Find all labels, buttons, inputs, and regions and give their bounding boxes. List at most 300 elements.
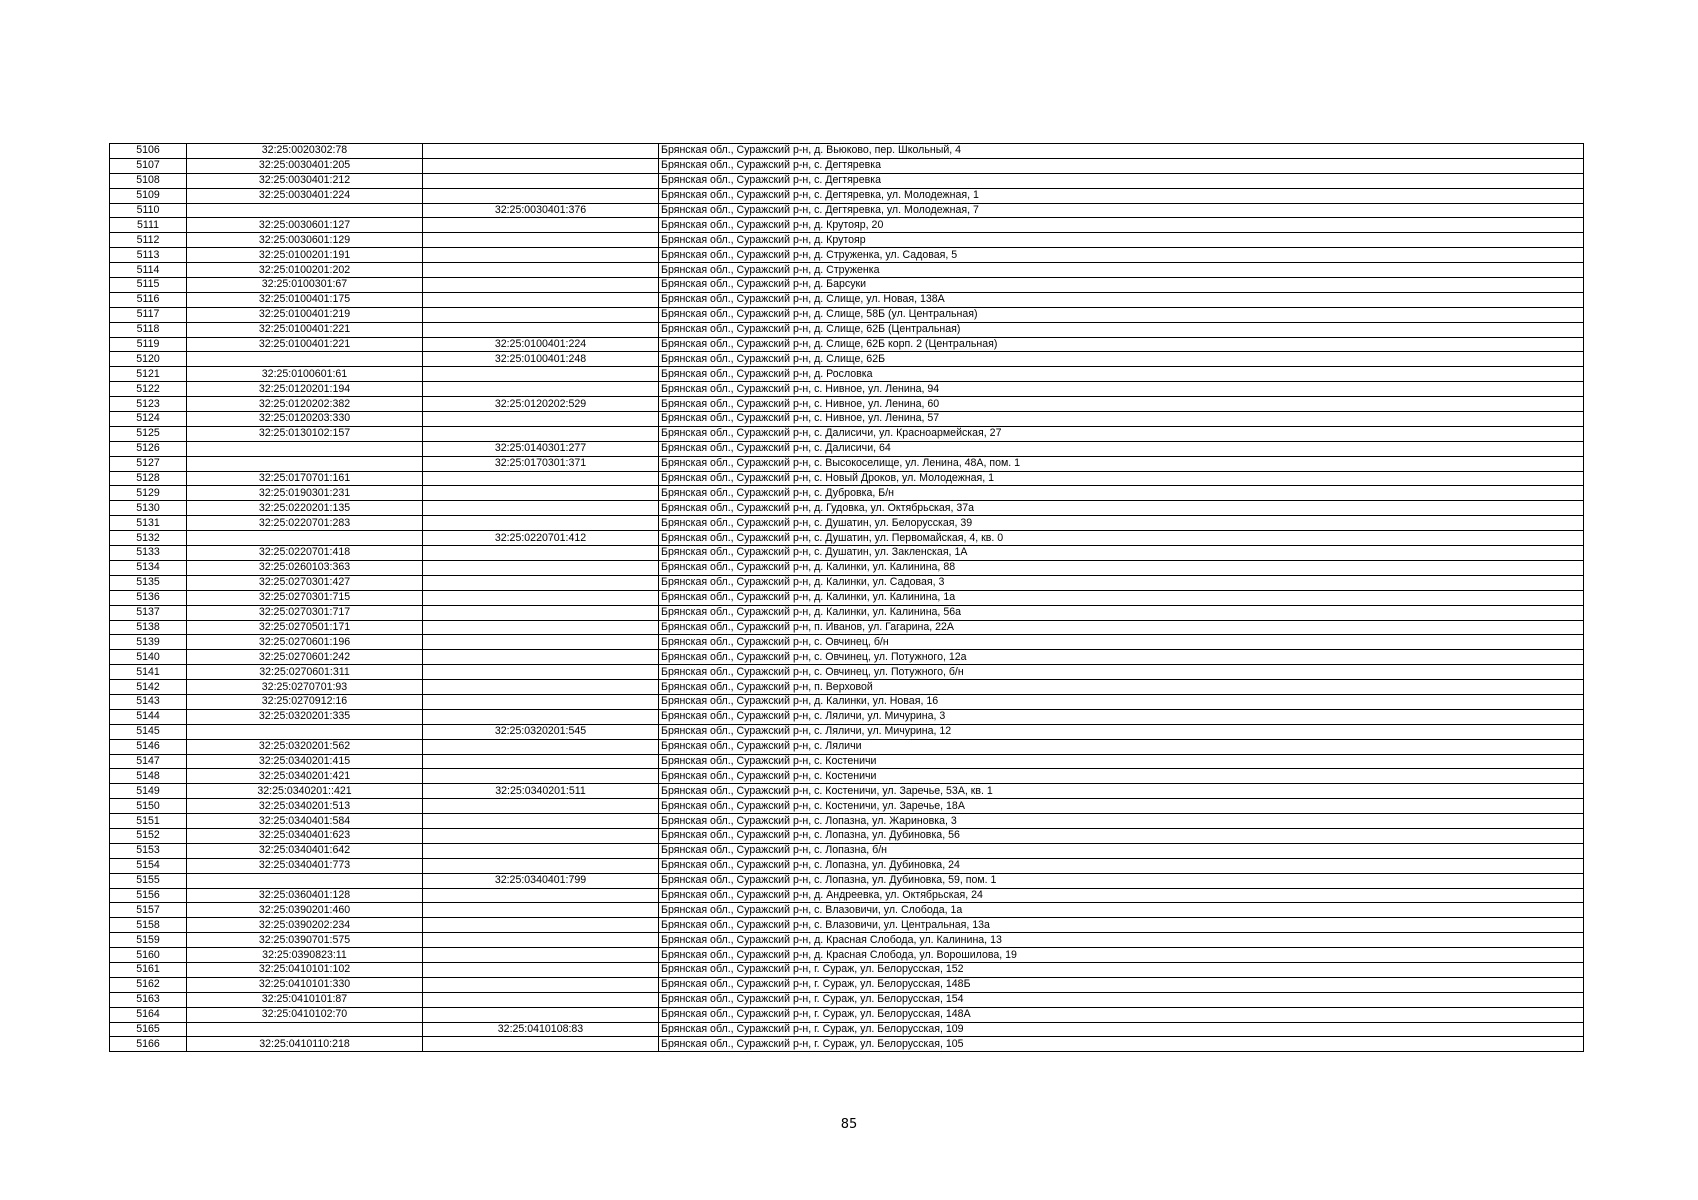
row-number-cell: 5117 bbox=[110, 307, 187, 322]
address-cell: Брянская обл., Суражский р-н, г. Сураж, ул. Белорусская, 148А bbox=[659, 1007, 1584, 1022]
address-cell: Брянская обл., Суражский р-н, д. Слище, ул. Новая, 138А bbox=[659, 292, 1584, 307]
cadastral-number-cell: 32:25:0410110:218 bbox=[187, 1037, 423, 1052]
cadastral-number-cell: 32:25:0190301:231 bbox=[187, 486, 423, 501]
row-number-cell: 5121 bbox=[110, 367, 187, 382]
address-cell: Брянская обл., Суражский р-н, с. Лопазна, б/н bbox=[659, 843, 1584, 858]
secondary-cadastral-number-cell: 32:25:0030401:376 bbox=[423, 203, 659, 218]
cadastral-number-cell: 32:25:0120201:194 bbox=[187, 382, 423, 397]
secondary-cadastral-number-cell bbox=[423, 650, 659, 665]
cadastral-number-cell bbox=[187, 531, 423, 546]
address-cell: Брянская обл., Суражский р-н, с. Нивное, ул. Ленина, 57 bbox=[659, 412, 1584, 427]
table-row bbox=[110, 158, 1584, 173]
row-number-cell: 5158 bbox=[110, 918, 187, 933]
cadastral-number-cell: 32:25:0410101:102 bbox=[187, 962, 423, 977]
secondary-cadastral-number-cell: 32:25:0100401:224 bbox=[423, 337, 659, 352]
address-cell: Брянская обл., Суражский р-н, с. Дегтяревка, ул. Молодежная, 1 bbox=[659, 188, 1584, 203]
table-row bbox=[110, 516, 1584, 531]
secondary-cadastral-number-cell bbox=[423, 307, 659, 322]
secondary-cadastral-number-cell bbox=[423, 188, 659, 203]
address-cell: Брянская обл., Суражский р-н, г. Сураж, ул. Белорусская, 154 bbox=[659, 992, 1584, 1007]
table-row bbox=[110, 203, 1584, 218]
row-number-cell: 5143 bbox=[110, 694, 187, 709]
row-number-cell: 5146 bbox=[110, 739, 187, 754]
secondary-cadastral-number-cell bbox=[423, 858, 659, 873]
secondary-cadastral-number-cell bbox=[423, 843, 659, 858]
address-cell: Брянская обл., Суражский р-н, с. Овчинец, ул. Потужного, 12а bbox=[659, 650, 1584, 665]
cadastral-number-cell: 32:25:0360401:128 bbox=[187, 888, 423, 903]
address-cell: Брянская обл., Суражский р-н, г. Сураж, ул. Белорусская, 105 bbox=[659, 1037, 1584, 1052]
row-number-cell: 5138 bbox=[110, 620, 187, 635]
table-row bbox=[110, 218, 1584, 233]
address-cell: Брянская обл., Суражский р-н, с. Костеничи, ул. Заречье, 18А bbox=[659, 799, 1584, 814]
table-row bbox=[110, 992, 1584, 1007]
row-number-cell: 5127 bbox=[110, 456, 187, 471]
row-number-cell: 5118 bbox=[110, 322, 187, 337]
cadastral-number-cell: 32:25:0030601:129 bbox=[187, 233, 423, 248]
table-row bbox=[110, 784, 1584, 799]
row-number-cell: 5116 bbox=[110, 292, 187, 307]
secondary-cadastral-number-cell bbox=[423, 992, 659, 1007]
cadastral-number-cell: 32:25:0100301:67 bbox=[187, 278, 423, 293]
address-cell: Брянская обл., Суражский р-н, с. Душатин, ул. Первомайская, 4, кв. 0 bbox=[659, 531, 1584, 546]
row-number-cell: 5151 bbox=[110, 814, 187, 829]
address-cell: Брянская обл., Суражский р-н, с. Далисичи, ул. Красноармейская, 27 bbox=[659, 426, 1584, 441]
cadastral-number-cell: 32:25:0340201:415 bbox=[187, 754, 423, 769]
address-cell: Брянская обл., Суражский р-н, д. Барсуки bbox=[659, 278, 1584, 293]
row-number-cell: 5133 bbox=[110, 546, 187, 561]
address-cell: Брянская обл., Суражский р-н, с. Ляличи bbox=[659, 739, 1584, 754]
cadastral-number-cell: 32:25:0320201:562 bbox=[187, 739, 423, 754]
table-row bbox=[110, 977, 1584, 992]
row-number-cell: 5131 bbox=[110, 516, 187, 531]
secondary-cadastral-number-cell bbox=[423, 739, 659, 754]
table-row bbox=[110, 173, 1584, 188]
address-cell: Брянская обл., Суражский р-н, с. Костеничи bbox=[659, 754, 1584, 769]
cadastral-number-cell: 32:25:0410101:87 bbox=[187, 992, 423, 1007]
address-cell: Брянская обл., Суражский р-н, п. Иванов, ул. Гагарина, 22А bbox=[659, 620, 1584, 635]
row-number-cell: 5134 bbox=[110, 560, 187, 575]
secondary-cadastral-number-cell bbox=[423, 248, 659, 263]
cadastral-number-cell: 32:25:0100201:202 bbox=[187, 263, 423, 278]
cadastral-number-cell: 32:25:0390823:11 bbox=[187, 948, 423, 963]
cadastral-number-cell: 32:25:0220201:135 bbox=[187, 501, 423, 516]
table-row bbox=[110, 352, 1584, 367]
secondary-cadastral-number-cell bbox=[423, 888, 659, 903]
cadastral-number-cell: 32:25:0270301:717 bbox=[187, 605, 423, 620]
row-number-cell: 5125 bbox=[110, 426, 187, 441]
row-number-cell: 5148 bbox=[110, 769, 187, 784]
address-cell: Брянская обл., Суражский р-н, с. Далисичи, 64 bbox=[659, 441, 1584, 456]
cadastral-number-cell: 32:25:0340401:773 bbox=[187, 858, 423, 873]
table-row bbox=[110, 560, 1584, 575]
row-number-cell: 5152 bbox=[110, 828, 187, 843]
address-cell: Брянская обл., Суражский р-н, д. Слище, 62Б bbox=[659, 352, 1584, 367]
table-row bbox=[110, 441, 1584, 456]
secondary-cadastral-number-cell bbox=[423, 933, 659, 948]
row-number-cell: 5141 bbox=[110, 665, 187, 680]
secondary-cadastral-number-cell: 32:25:0340201:511 bbox=[423, 784, 659, 799]
address-cell: Брянская обл., Суражский р-н, с. Влазовичи, ул. Центральная, 13а bbox=[659, 918, 1584, 933]
table-row bbox=[110, 367, 1584, 382]
cadastral-number-cell bbox=[187, 456, 423, 471]
secondary-cadastral-number-cell bbox=[423, 426, 659, 441]
secondary-cadastral-number-cell bbox=[423, 918, 659, 933]
table-row bbox=[110, 292, 1584, 307]
address-cell: Брянская обл., Суражский р-н, д. Вьюково, пер. Школьный, 4 bbox=[659, 144, 1584, 159]
row-number-cell: 5120 bbox=[110, 352, 187, 367]
address-cell: Брянская обл., Суражский р-н, д. Калинки, ул. Новая, 16 bbox=[659, 694, 1584, 709]
secondary-cadastral-number-cell bbox=[423, 680, 659, 695]
cadastral-number-cell: 32:25:0340401:584 bbox=[187, 814, 423, 829]
secondary-cadastral-number-cell bbox=[423, 233, 659, 248]
row-number-cell: 5153 bbox=[110, 843, 187, 858]
row-number-cell: 5163 bbox=[110, 992, 187, 1007]
table-row bbox=[110, 382, 1584, 397]
address-cell: Брянская обл., Суражский р-н, с. Дегтяревка, ул. Молодежная, 7 bbox=[659, 203, 1584, 218]
address-cell: Брянская обл., Суражский р-н, с. Высокоселище, ул. Ленина, 48А, пом. 1 bbox=[659, 456, 1584, 471]
table-row bbox=[110, 635, 1584, 650]
row-number-cell: 5130 bbox=[110, 501, 187, 516]
secondary-cadastral-number-cell bbox=[423, 546, 659, 561]
address-cell: Брянская обл., Суражский р-н, с. Лопазна, ул. Дубиновка, 24 bbox=[659, 858, 1584, 873]
secondary-cadastral-number-cell bbox=[423, 665, 659, 680]
cadastral-number-cell: 32:25:0260103:363 bbox=[187, 560, 423, 575]
secondary-cadastral-number-cell bbox=[423, 367, 659, 382]
table-row bbox=[110, 962, 1584, 977]
address-cell: Брянская обл., Суражский р-н, д. Слище, 58Б (ул. Центральная) bbox=[659, 307, 1584, 322]
row-number-cell: 5129 bbox=[110, 486, 187, 501]
table-row bbox=[110, 412, 1584, 427]
cadastral-number-cell: 32:25:0100401:219 bbox=[187, 307, 423, 322]
cadastral-number-cell: 32:25:0220701:418 bbox=[187, 546, 423, 561]
row-number-cell: 5124 bbox=[110, 412, 187, 427]
table-row bbox=[110, 828, 1584, 843]
secondary-cadastral-number-cell bbox=[423, 292, 659, 307]
cadastral-number-cell: 32:25:0340401:623 bbox=[187, 828, 423, 843]
row-number-cell: 5156 bbox=[110, 888, 187, 903]
table-row bbox=[110, 248, 1584, 263]
cadastral-number-cell: 32:25:0100401:221 bbox=[187, 322, 423, 337]
secondary-cadastral-number-cell bbox=[423, 501, 659, 516]
address-cell: Брянская обл., Суражский р-н, г. Сураж, ул. Белорусская, 148Б bbox=[659, 977, 1584, 992]
secondary-cadastral-number-cell bbox=[423, 560, 659, 575]
address-cell: Брянская обл., Суражский р-н, д. Калинки, ул. Садовая, 3 bbox=[659, 575, 1584, 590]
address-cell: Брянская обл., Суражский р-н, с. Душатин, ул. Закленская, 1А bbox=[659, 546, 1584, 561]
secondary-cadastral-number-cell bbox=[423, 218, 659, 233]
cadastral-number-cell bbox=[187, 203, 423, 218]
address-cell: Брянская обл., Суражский р-н, д. Слище, 62Б (Центральная) bbox=[659, 322, 1584, 337]
cadastral-number-cell: 32:25:0270601:196 bbox=[187, 635, 423, 650]
table-row bbox=[110, 278, 1584, 293]
address-cell: Брянская обл., Суражский р-н, д. Слище, 62Б корп. 2 (Центральная) bbox=[659, 337, 1584, 352]
row-number-cell: 5157 bbox=[110, 903, 187, 918]
address-cell: Брянская обл., Суражский р-н, д. Калинки, ул. Калинина, 56а bbox=[659, 605, 1584, 620]
row-number-cell: 5136 bbox=[110, 590, 187, 605]
row-number-cell: 5147 bbox=[110, 754, 187, 769]
cadastral-number-cell: 32:25:0030401:205 bbox=[187, 158, 423, 173]
row-number-cell: 5149 bbox=[110, 784, 187, 799]
secondary-cadastral-number-cell bbox=[423, 575, 659, 590]
cadastral-number-cell bbox=[187, 873, 423, 888]
address-cell: Брянская обл., Суражский р-н, с. Костеничи bbox=[659, 769, 1584, 784]
table-row bbox=[110, 263, 1584, 278]
address-cell: Брянская обл., Суражский р-н, д. Струженка bbox=[659, 263, 1584, 278]
address-cell: Брянская обл., Суражский р-н, п. Верховой bbox=[659, 680, 1584, 695]
table-row bbox=[110, 903, 1584, 918]
row-number-cell: 5112 bbox=[110, 233, 187, 248]
cadastral-number-cell: 32:25:0270601:311 bbox=[187, 665, 423, 680]
address-cell: Брянская обл., Суражский р-н, с. Дегтяревка bbox=[659, 158, 1584, 173]
cadastral-number-cell: 32:25:0390202:234 bbox=[187, 918, 423, 933]
row-number-cell: 5123 bbox=[110, 397, 187, 412]
address-cell: Брянская обл., Суражский р-н, г. Сураж, ул. Белорусская, 152 bbox=[659, 962, 1584, 977]
cadastral-number-cell: 32:25:0270301:715 bbox=[187, 590, 423, 605]
secondary-cadastral-number-cell bbox=[423, 412, 659, 427]
row-number-cell: 5164 bbox=[110, 1007, 187, 1022]
address-cell: Брянская обл., Суражский р-н, д. Крутояр, 20 bbox=[659, 218, 1584, 233]
table-row bbox=[110, 858, 1584, 873]
table-row bbox=[110, 620, 1584, 635]
secondary-cadastral-number-cell: 32:25:0140301:277 bbox=[423, 441, 659, 456]
row-number-cell: 5128 bbox=[110, 471, 187, 486]
address-cell: Брянская обл., Суражский р-н, д. Красная Слобода, ул. Калинина, 13 bbox=[659, 933, 1584, 948]
table-row bbox=[110, 233, 1584, 248]
row-number-cell: 5150 bbox=[110, 799, 187, 814]
secondary-cadastral-number-cell bbox=[423, 828, 659, 843]
row-number-cell: 5126 bbox=[110, 441, 187, 456]
table-row bbox=[110, 590, 1584, 605]
address-cell: Брянская обл., Суражский р-н, с. Новый Дроков, ул. Молодежная, 1 bbox=[659, 471, 1584, 486]
secondary-cadastral-number-cell bbox=[423, 903, 659, 918]
table-row bbox=[110, 307, 1584, 322]
secondary-cadastral-number-cell bbox=[423, 620, 659, 635]
secondary-cadastral-number-cell: 32:25:0100401:248 bbox=[423, 352, 659, 367]
table-row bbox=[110, 873, 1584, 888]
table-row bbox=[110, 799, 1584, 814]
row-number-cell: 5161 bbox=[110, 962, 187, 977]
row-number-cell: 5115 bbox=[110, 278, 187, 293]
secondary-cadastral-number-cell: 32:25:0410108:83 bbox=[423, 1022, 659, 1037]
row-number-cell: 5107 bbox=[110, 158, 187, 173]
secondary-cadastral-number-cell bbox=[423, 694, 659, 709]
table-row bbox=[110, 546, 1584, 561]
table-row bbox=[110, 724, 1584, 739]
secondary-cadastral-number-cell: 32:25:0220701:412 bbox=[423, 531, 659, 546]
table-row bbox=[110, 694, 1584, 709]
cadastral-number-cell: 32:25:0340201::421 bbox=[187, 784, 423, 799]
table-row bbox=[110, 888, 1584, 903]
secondary-cadastral-number-cell bbox=[423, 754, 659, 769]
cadastral-number-cell bbox=[187, 441, 423, 456]
secondary-cadastral-number-cell bbox=[423, 158, 659, 173]
row-number-cell: 5145 bbox=[110, 724, 187, 739]
secondary-cadastral-number-cell bbox=[423, 173, 659, 188]
table-row bbox=[110, 680, 1584, 695]
cadastral-number-cell: 32:25:0270301:427 bbox=[187, 575, 423, 590]
table-row bbox=[110, 605, 1584, 620]
secondary-cadastral-number-cell bbox=[423, 709, 659, 724]
row-number-cell: 5139 bbox=[110, 635, 187, 650]
row-number-cell: 5155 bbox=[110, 873, 187, 888]
address-cell: Брянская обл., Суражский р-н, с. Овчинец, б/н bbox=[659, 635, 1584, 650]
row-number-cell: 5144 bbox=[110, 709, 187, 724]
table-row bbox=[110, 1022, 1584, 1037]
row-number-cell: 5165 bbox=[110, 1022, 187, 1037]
cadastral-number-cell: 32:25:0100401:221 bbox=[187, 337, 423, 352]
address-cell: Брянская обл., Суражский р-н, с. Душатин, ул. Белорусская, 39 bbox=[659, 516, 1584, 531]
row-number-cell: 5113 bbox=[110, 248, 187, 263]
secondary-cadastral-number-cell bbox=[423, 635, 659, 650]
cadastral-number-cell: 32:25:0100401:175 bbox=[187, 292, 423, 307]
row-number-cell: 5114 bbox=[110, 263, 187, 278]
address-cell: Брянская обл., Суражский р-н, д. Андреевка, ул. Октябрьская, 24 bbox=[659, 888, 1584, 903]
row-number-cell: 5119 bbox=[110, 337, 187, 352]
secondary-cadastral-number-cell bbox=[423, 144, 659, 159]
secondary-cadastral-number-cell bbox=[423, 962, 659, 977]
table-row bbox=[110, 426, 1584, 441]
secondary-cadastral-number-cell: 32:25:0120202:529 bbox=[423, 397, 659, 412]
table-row bbox=[110, 948, 1584, 963]
table-row bbox=[110, 1037, 1584, 1052]
row-number-cell: 5111 bbox=[110, 218, 187, 233]
secondary-cadastral-number-cell bbox=[423, 516, 659, 531]
cadastral-number-cell: 32:25:0390701:575 bbox=[187, 933, 423, 948]
secondary-cadastral-number-cell bbox=[423, 769, 659, 784]
cadastral-number-cell: 32:25:0220701:283 bbox=[187, 516, 423, 531]
secondary-cadastral-number-cell bbox=[423, 278, 659, 293]
table-row bbox=[110, 650, 1584, 665]
address-cell: Брянская обл., Суражский р-н, с. Костеничи, ул. Заречье, 53А, кв. 1 bbox=[659, 784, 1584, 799]
row-number-cell: 5160 bbox=[110, 948, 187, 963]
cadastral-number-cell: 32:25:0120202:382 bbox=[187, 397, 423, 412]
table-row bbox=[110, 337, 1584, 352]
row-number-cell: 5162 bbox=[110, 977, 187, 992]
secondary-cadastral-number-cell bbox=[423, 590, 659, 605]
address-cell: Брянская обл., Суражский р-н, д. Калинки, ул. Калинина, 88 bbox=[659, 560, 1584, 575]
cadastral-number-cell: 32:25:0340201:421 bbox=[187, 769, 423, 784]
row-number-cell: 5140 bbox=[110, 650, 187, 665]
address-cell: Брянская обл., Суражский р-н, с. Овчинец, ул. Потужного, б/н bbox=[659, 665, 1584, 680]
row-number-cell: 5109 bbox=[110, 188, 187, 203]
cadastral-number-cell bbox=[187, 724, 423, 739]
address-cell: Брянская обл., Суражский р-н, г. Сураж, ул. Белорусская, 109 bbox=[659, 1022, 1584, 1037]
secondary-cadastral-number-cell: 32:25:0320201:545 bbox=[423, 724, 659, 739]
table-row bbox=[110, 769, 1584, 784]
registry-table bbox=[109, 143, 1584, 1052]
cadastral-number-cell: 32:25:0270601:242 bbox=[187, 650, 423, 665]
row-number-cell: 5135 bbox=[110, 575, 187, 590]
address-cell: Брянская обл., Суражский р-н, д. Рословка bbox=[659, 367, 1584, 382]
row-number-cell: 5132 bbox=[110, 531, 187, 546]
row-number-cell: 5159 bbox=[110, 933, 187, 948]
cadastral-number-cell bbox=[187, 1022, 423, 1037]
table-row bbox=[110, 456, 1584, 471]
address-cell: Брянская обл., Суражский р-н, с. Лопазна, ул. Дубиновка, 56 bbox=[659, 828, 1584, 843]
address-cell: Брянская обл., Суражский р-н, д. Калинки, ул. Калинина, 1а bbox=[659, 590, 1584, 605]
address-cell: Брянская обл., Суражский р-н, с. Влазовичи, ул. Слобода, 1а bbox=[659, 903, 1584, 918]
row-number-cell: 5110 bbox=[110, 203, 187, 218]
address-cell: Брянская обл., Суражский р-н, с. Нивное, ул. Ленина, 94 bbox=[659, 382, 1584, 397]
table-row bbox=[110, 575, 1584, 590]
table-row bbox=[110, 843, 1584, 858]
secondary-cadastral-number-cell: 32:25:0340401:799 bbox=[423, 873, 659, 888]
secondary-cadastral-number-cell bbox=[423, 1037, 659, 1052]
table-row bbox=[110, 1007, 1584, 1022]
cadastral-number-cell: 32:25:0100201:191 bbox=[187, 248, 423, 263]
row-number-cell: 5142 bbox=[110, 680, 187, 695]
cadastral-number-cell: 32:25:0020302:78 bbox=[187, 144, 423, 159]
table-row bbox=[110, 501, 1584, 516]
address-cell: Брянская обл., Суражский р-н, д. Крутояр bbox=[659, 233, 1584, 248]
table-row bbox=[110, 144, 1584, 159]
address-cell: Брянская обл., Суражский р-н, с. Дегтяревка bbox=[659, 173, 1584, 188]
registry-table-body bbox=[110, 144, 1584, 1052]
address-cell: Брянская обл., Суражский р-н, с. Лопазна, ул. Дубиновка, 59, пом. 1 bbox=[659, 873, 1584, 888]
cadastral-number-cell: 32:25:0340201:513 bbox=[187, 799, 423, 814]
table-row bbox=[110, 933, 1584, 948]
cadastral-number-cell: 32:25:0320201:335 bbox=[187, 709, 423, 724]
table-row bbox=[110, 709, 1584, 724]
secondary-cadastral-number-cell bbox=[423, 814, 659, 829]
secondary-cadastral-number-cell: 32:25:0170301:371 bbox=[423, 456, 659, 471]
cadastral-number-cell: 32:25:0030401:224 bbox=[187, 188, 423, 203]
table-row bbox=[110, 739, 1584, 754]
table-row bbox=[110, 918, 1584, 933]
row-number-cell: 5122 bbox=[110, 382, 187, 397]
row-number-cell: 5108 bbox=[110, 173, 187, 188]
cadastral-number-cell: 32:25:0130102:157 bbox=[187, 426, 423, 441]
secondary-cadastral-number-cell bbox=[423, 382, 659, 397]
cadastral-number-cell bbox=[187, 352, 423, 367]
page-number: 85 bbox=[840, 1117, 858, 1132]
table-row bbox=[110, 814, 1584, 829]
secondary-cadastral-number-cell bbox=[423, 471, 659, 486]
table-row bbox=[110, 471, 1584, 486]
address-cell: Брянская обл., Суражский р-н, с. Нивное, ул. Ленина, 60 bbox=[659, 397, 1584, 412]
address-cell: Брянская обл., Суражский р-н, с. Ляличи, ул. Мичурина, 3 bbox=[659, 709, 1584, 724]
cadastral-number-cell: 32:25:0410101:330 bbox=[187, 977, 423, 992]
table-row bbox=[110, 322, 1584, 337]
table-row bbox=[110, 486, 1584, 501]
cadastral-number-cell: 32:25:0170701:161 bbox=[187, 471, 423, 486]
cadastral-number-cell: 32:25:0340401:642 bbox=[187, 843, 423, 858]
row-number-cell: 5154 bbox=[110, 858, 187, 873]
secondary-cadastral-number-cell bbox=[423, 977, 659, 992]
secondary-cadastral-number-cell bbox=[423, 263, 659, 278]
secondary-cadastral-number-cell bbox=[423, 1007, 659, 1022]
secondary-cadastral-number-cell bbox=[423, 948, 659, 963]
cadastral-number-cell: 32:25:0270501:171 bbox=[187, 620, 423, 635]
row-number-cell: 5106 bbox=[110, 144, 187, 159]
address-cell: Брянская обл., Суражский р-н, с. Дубровка, Б/н bbox=[659, 486, 1584, 501]
table-row bbox=[110, 188, 1584, 203]
row-number-cell: 5166 bbox=[110, 1037, 187, 1052]
row-number-cell: 5137 bbox=[110, 605, 187, 620]
table-row bbox=[110, 531, 1584, 546]
address-cell: Брянская обл., Суражский р-н, д. Красная Слобода, ул. Ворошилова, 19 bbox=[659, 948, 1584, 963]
secondary-cadastral-number-cell bbox=[423, 486, 659, 501]
address-cell: Брянская обл., Суражский р-н, с. Лопазна, ул. Жариновка, 3 bbox=[659, 814, 1584, 829]
cadastral-number-cell: 32:25:0120203:330 bbox=[187, 412, 423, 427]
table-row bbox=[110, 665, 1584, 680]
cadastral-number-cell: 32:25:0270701:93 bbox=[187, 680, 423, 695]
cadastral-number-cell: 32:25:0410102:70 bbox=[187, 1007, 423, 1022]
address-cell: Брянская обл., Суражский р-н, д. Гудовка, ул. Октябрьская, 37а bbox=[659, 501, 1584, 516]
address-cell: Брянская обл., Суражский р-н, с. Ляличи, ул. Мичурина, 12 bbox=[659, 724, 1584, 739]
cadastral-number-cell: 32:25:0390201:460 bbox=[187, 903, 423, 918]
address-cell: Брянская обл., Суражский р-н, д. Струженка, ул. Садовая, 5 bbox=[659, 248, 1584, 263]
cadastral-number-cell: 32:25:0270912:16 bbox=[187, 694, 423, 709]
